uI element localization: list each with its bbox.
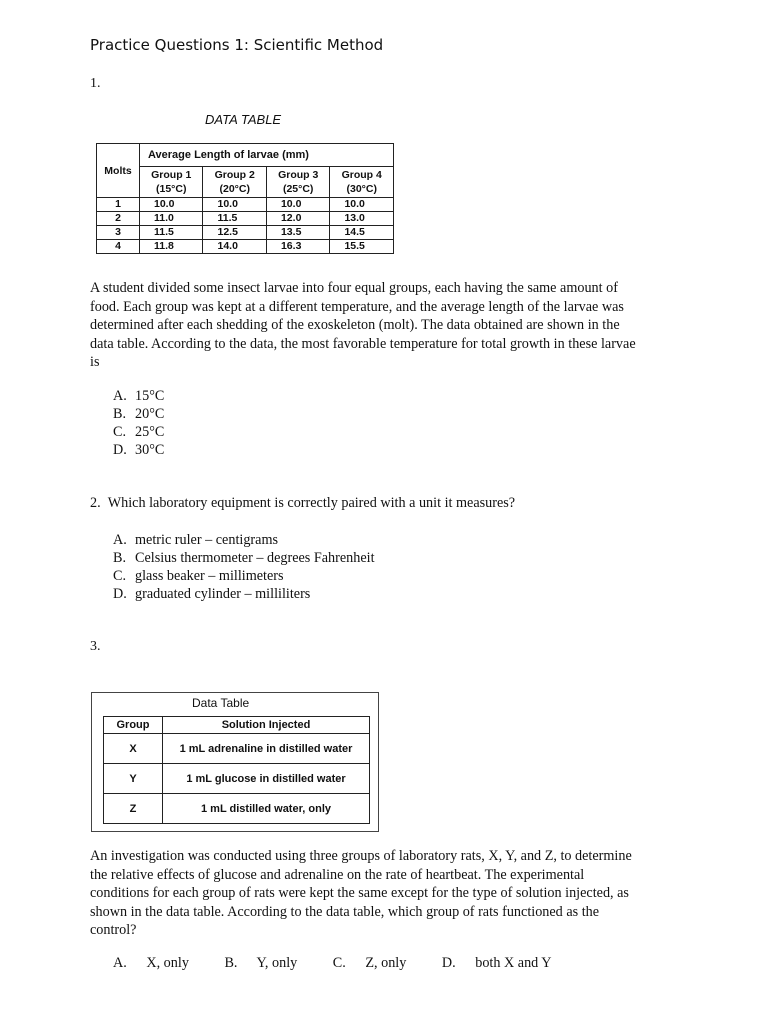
page-title: Practice Questions 1: Scientific Method — [90, 36, 384, 54]
table-row: Z 1 mL distilled water, only — [104, 794, 370, 824]
rats-data-table — [103, 716, 370, 824]
group-3-header: Group 3 (25°C) — [266, 167, 329, 198]
option-a[interactable]: A. 15°C — [113, 388, 165, 404]
table-row: 3 11.5 12.5 13.5 14.5 — [97, 226, 394, 240]
q2-question: 2. Which laboratory equipment is correctly paired with a unit it measures? — [90, 495, 516, 511]
option-d[interactable]: D. both X and Y — [441, 955, 552, 971]
solution-header: Solution Injected — [163, 717, 370, 734]
option-c[interactable]: C. glass beaker – millimeters — [113, 568, 284, 584]
option-c[interactable]: C. 25°C — [113, 424, 165, 440]
q3-table-box — [91, 692, 379, 832]
q1-question-text: A student divided some insect larvae into four equal groups, each having the same amount of food. Each group was kept at a different temperature, and the average length of the larvae was determined after each shedding of the exoskeleton (molt). The data obtained are shown in the data table. According to the data, the most favorable temperature for total growth in these larvae is — [90, 280, 636, 370]
table-row: X 1 mL adrenaline in distilled water — [104, 734, 370, 764]
option-a[interactable]: A. X, only — [113, 955, 189, 971]
question-3-number: 3. — [90, 639, 101, 654]
option-d[interactable]: D. graduated cylinder – milliliters — [113, 586, 311, 602]
larvae-data-table — [96, 143, 394, 254]
group-1-header: Group 1 (15°C) — [140, 167, 203, 198]
question-1-number: 1. — [90, 76, 101, 91]
avg-length-header: Average Length of larvae (mm) — [140, 144, 394, 167]
option-d[interactable]: D. 30°C — [113, 442, 165, 458]
table-row: Y 1 mL glucose in distilled water — [104, 764, 370, 794]
q3-table-caption: Data Table — [192, 696, 250, 710]
q1-options — [113, 387, 164, 459]
group-header: Group — [104, 717, 163, 734]
q1-table-caption: DATA TABLE — [205, 112, 282, 127]
q3-options — [113, 955, 584, 972]
group-2-header: Group 2 (20°C) — [203, 167, 266, 198]
table-row: 4 11.8 14.0 16.3 15.5 — [97, 240, 394, 254]
option-c[interactable]: C. Z, only — [332, 955, 407, 971]
table-row: 2 11.0 11.5 12.0 13.0 — [97, 212, 394, 226]
q3-question-text: An investigation was conducted using three groups of laboratory rats, X, Y, and Z, to determine the relative effects of glucose and adrenaline on the rate of heartbeat. The experimental conditions for each group of rats were kept the same except for the type of solution injected, as shown in the data table. According to the data table, which group of rats functioned as the control? — [90, 848, 632, 938]
group-4-header: Group 4 (30°C) — [330, 167, 394, 198]
table-row: 1 10.0 10.0 10.0 10.0 — [97, 198, 394, 212]
q2-options — [113, 531, 375, 603]
option-b[interactable]: B. Y, only — [224, 955, 298, 971]
option-b[interactable]: B. 20°C — [113, 406, 165, 422]
option-b[interactable]: B. Celsius thermometer – degrees Fahrenheit — [113, 550, 375, 566]
molts-header: Molts — [97, 144, 140, 198]
option-a[interactable]: A. metric ruler – centigrams — [113, 532, 278, 548]
